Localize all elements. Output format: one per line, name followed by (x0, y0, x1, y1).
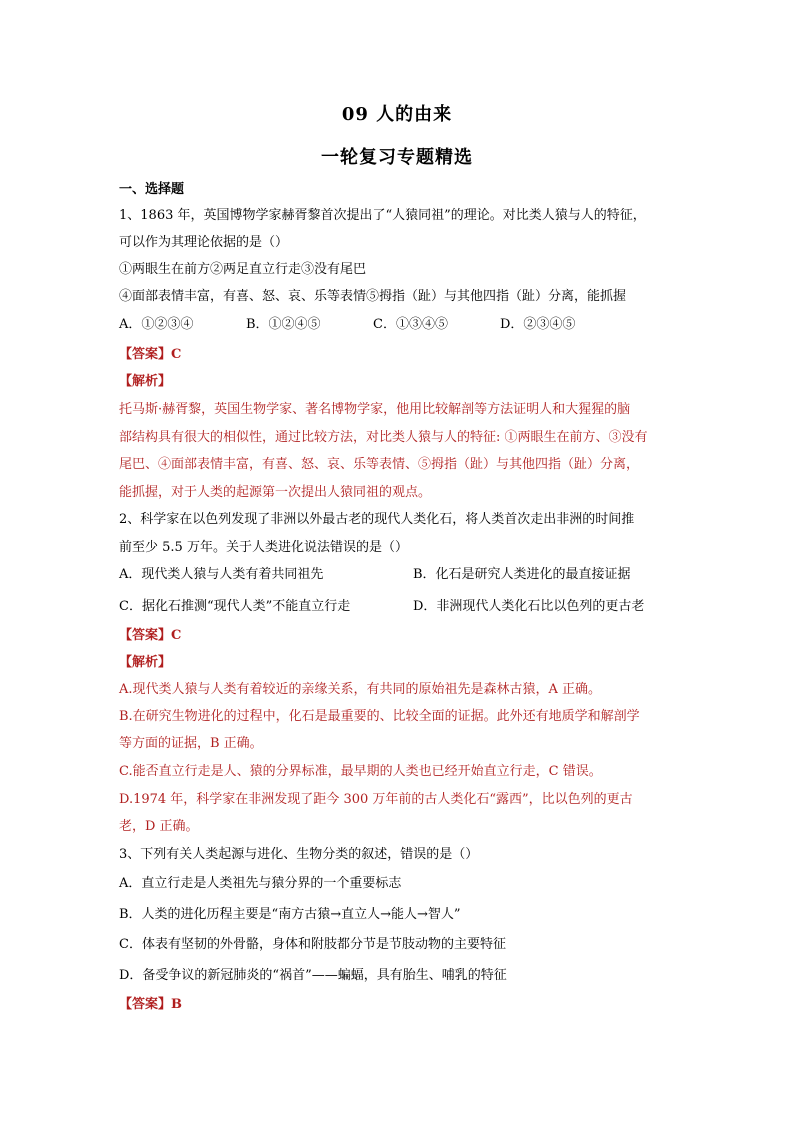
q1-option-d: D．②③④⑤ (500, 317, 576, 332)
q1-list-line1: ①两眼生在前方②两足直立行走③没有尾巴 (119, 262, 367, 277)
q1-option-c: C．①③④⑤ (373, 317, 448, 332)
q2-options-row2 (119, 598, 707, 616)
q2-analysis-line5: D.1974 年，科学家在非洲发现了距今 300 万年前的古人类化石“露西”，比以色列的更古 (119, 792, 633, 807)
q2-analysis-line1: A.现代类人猿与人类有着较近的亲缘关系，有共同的原始祖先是森林古猿，A 正确。 (119, 682, 602, 697)
q2-option-b: B．化石是研究人类进化的最直接证据 (413, 567, 631, 582)
q2-analysis-line3: 等方面的证据，B 正确。 (119, 736, 263, 751)
q2-options-row1 (119, 566, 707, 584)
q2-option-d: D．非洲现代人类化石比以色列的更古老 (413, 599, 645, 614)
q1-option-a: A．①②③④ (119, 317, 194, 332)
q1-option-b: B．①②④⑤ (246, 317, 321, 332)
q2-analysis-line6: 老，D 正确。 (119, 819, 199, 834)
q2-option-a: A．现代类人猿与人类有着共同祖先 (119, 567, 324, 582)
q1-analysis-label: 【解析】 (119, 374, 172, 389)
q1-analysis-line2: 部结构具有很大的相似性，通过比较方法，对比类人猿与人的特征: ①两眼生在前方、③没有 (119, 430, 648, 445)
q3-stem: 3、下列有关人类起源与进化、生物分类的叙述，错误的是（） (119, 847, 479, 862)
q1-options (119, 316, 627, 334)
q1-answer: 【答案】C (119, 347, 182, 362)
document-title: 09 人的由来 (341, 104, 453, 125)
q2-stem-line2: 前至少 5.5 万年。关于人类进化说法错误的是（） (119, 540, 408, 555)
q2-answer: 【答案】C (119, 628, 182, 643)
q3-option-b: B．人类的进化历程主要是“南方古猿→直立人→能人→智人” (119, 907, 461, 922)
section-heading: 一、选择题 (119, 182, 185, 197)
q1-stem-line1: 1、1863 年，英国博物学家赫胥黎首次提出了“人猿同祖”的理论。对比类人猿与人的特征， (119, 208, 646, 223)
q3-option-d: D．备受争议的新冠肺炎的“祸首”——蝙蝠，具有胎生、哺乳的特征 (119, 968, 507, 983)
q2-stem-line1: 2、科学家在以色列发现了非洲以外最古老的现代人类化石，将人类首次走出非洲的时间推 (119, 512, 635, 527)
q1-analysis-line3: 尾巴、④面部表情丰富，有喜、怒、哀、乐等表情、⑤拇指（趾）与其他四指（趾）分离， (119, 457, 640, 472)
q1-analysis-line1: 托马斯·赫胥黎，英国生物学家、著名博物学家，他用比较解剖等方法证明人和大猩猩的脑 (119, 402, 631, 417)
q2-analysis-line4: C.能否直立行走是人、猿的分界标准，最早期的人类也已经开始直立行走，C 错误。 (119, 764, 602, 779)
q1-analysis-line4: 能抓握，对于人类的起源第一次提出人猿同祖的观点。 (119, 485, 432, 500)
q1-list-line2: ④面部表情丰富，有喜、怒、哀、乐等表情⑤拇指（趾）与其他四指（趾）分离，能抓握 (119, 289, 627, 304)
q3-option-c: C．体表有坚韧的外骨骼，身体和附肢都分节是节肢动物的主要特征 (119, 937, 506, 952)
q3-answer: 【答案】B (119, 997, 182, 1012)
q2-analysis-line2: B.在研究生物进化的过程中，化石是最重要的、比较全面的证据。此外还有地质学和解剖学 (119, 709, 640, 724)
q2-analysis-label: 【解析】 (119, 655, 172, 670)
document-subtitle: 一轮复习专题精选 (321, 147, 473, 168)
q2-option-c: C．据化石推测“现代人类”不能直立行走 (119, 599, 351, 614)
q3-option-a: A．直立行走是人类祖先与猿分界的一个重要标志 (119, 876, 402, 891)
q1-stem-line2: 可以作为其理论依据的是（） (119, 235, 289, 250)
